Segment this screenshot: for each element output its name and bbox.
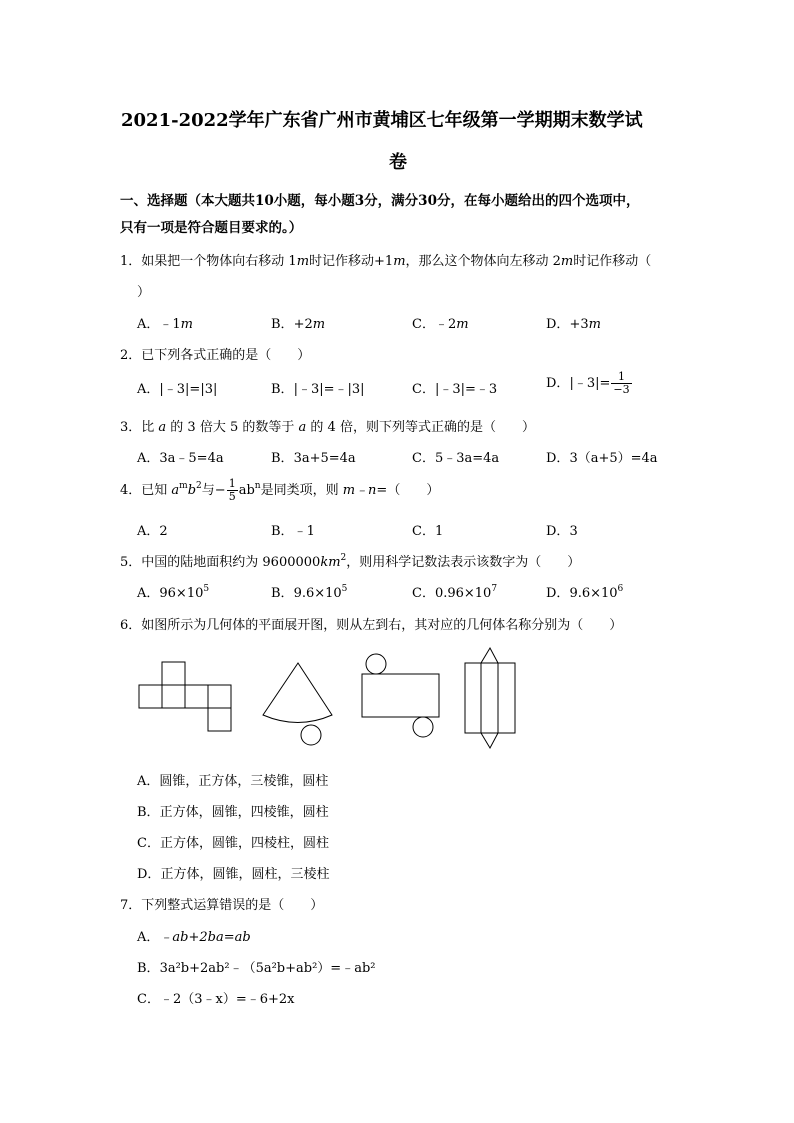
unit: m (560, 254, 574, 269)
option-b[interactable] (271, 447, 356, 466)
option-c[interactable] (412, 378, 497, 397)
question-2: 2．已下列各式正确的是（ ） (120, 348, 311, 363)
option-a[interactable] (137, 582, 209, 601)
option-label: D． (546, 524, 570, 539)
option-label: D． (137, 867, 161, 882)
page-title: 2021-2022学年广东省广州市黄埔区七年级第一学期期末数学试 (121, 110, 643, 131)
option-b[interactable] (137, 957, 375, 976)
question-text: 时记作移动（ (573, 254, 652, 269)
option-label: B． (271, 382, 294, 397)
option-b[interactable] (137, 801, 329, 820)
question-1 (120, 250, 651, 269)
question-text: ，那么这个物体向左移动 2 (405, 254, 561, 269)
question-6: 6．如图所示为几何体的平面展开图，则从左到右，其对应的几何体名称分别为（ ） (120, 618, 623, 633)
option-d[interactable] (546, 371, 633, 396)
exponent: 7 (491, 584, 498, 594)
unit: m (393, 254, 406, 269)
question-text: 与 (201, 483, 215, 498)
option-c[interactable] (412, 313, 469, 332)
question-1-continued: ） (137, 285, 151, 300)
option-text: 96×10 (159, 586, 204, 601)
sign: − (214, 483, 226, 498)
question-5 (120, 551, 580, 570)
option-b[interactable] (271, 582, 347, 601)
option-label: D． (546, 586, 570, 601)
option-label: C． (412, 382, 435, 397)
option-label: D． (546, 317, 570, 332)
question-text: 5．中国的陆地面积约为 9600000 (120, 555, 321, 570)
option-d[interactable] (546, 313, 601, 332)
option-c[interactable] (137, 832, 329, 851)
question-text: 的 4 倍，则下列等式正确的是（ ） (306, 420, 535, 435)
option-text: 3a+5=4a (293, 451, 356, 466)
denominator: −3 (613, 383, 630, 396)
option-a[interactable] (137, 520, 168, 539)
option-c[interactable] (137, 988, 295, 1007)
option-c[interactable] (412, 520, 443, 539)
option-b[interactable] (271, 313, 325, 332)
option-d[interactable] (546, 582, 623, 601)
option-text: 3a²b+2ab²﹣（5a²b+ab²）=﹣ab² (159, 961, 376, 976)
question-text: 是同类项，则 (260, 483, 343, 498)
question-text: 3．比 (120, 420, 159, 435)
option-label: A． (137, 382, 160, 397)
option-label: B． (271, 524, 294, 539)
option-label: A． (137, 774, 160, 789)
cube-net-figure (136, 658, 236, 738)
term: a (171, 483, 180, 498)
option-b[interactable] (271, 378, 365, 397)
option-label: A． (137, 451, 160, 466)
question-text: 的 3 倍大 5 的数等于 (166, 420, 299, 435)
option-label: B． (137, 805, 160, 820)
option-label: A． (137, 930, 160, 945)
option-label: B． (271, 451, 294, 466)
option-label: C． (412, 451, 435, 466)
option-label: C． (137, 836, 160, 851)
variable: a (298, 420, 307, 435)
term: b (187, 483, 197, 498)
option-c[interactable] (412, 582, 497, 601)
option-a[interactable] (137, 378, 217, 397)
option-label: C． (412, 586, 435, 601)
question-7: 7．下列整式运算错误的是（ ） (120, 898, 324, 913)
option-text: |﹣3|=﹣3 (434, 382, 498, 397)
exponent: 2 (340, 553, 347, 563)
question-number: 1． (120, 254, 142, 269)
option-text: 9.6×10 (293, 586, 342, 601)
option-text: ﹣1 (159, 317, 181, 332)
option-text: 正方体，圆锥，圆柱，三棱柱 (160, 867, 330, 882)
cylinder-net-figure (360, 652, 450, 742)
option-label: D． (546, 376, 570, 391)
option-text: 2 (159, 524, 168, 539)
page-title-continued: 卷 (389, 152, 407, 173)
option-b[interactable] (271, 520, 315, 539)
exponent: 2 (196, 481, 202, 491)
option-a[interactable] (137, 313, 193, 332)
option-text: ﹣ab+2ba=ab (159, 930, 251, 945)
option-text: 1 (434, 524, 444, 539)
question-text: ，则用科学记数法表示该数字为（ ） (346, 555, 581, 570)
fraction (227, 478, 238, 503)
option-d[interactable] (546, 520, 578, 539)
option-text: ﹣2（3﹣x）=﹣6+2x (159, 992, 295, 1007)
option-text: |﹣3|=|3| (159, 382, 218, 397)
option-text: 9.6×10 (569, 586, 618, 601)
option-d[interactable] (546, 447, 658, 466)
exponent: 5 (203, 584, 210, 594)
question-text: 如果把一个物体向右移动 1 (141, 254, 297, 269)
question-text: =（ ） (376, 483, 440, 498)
option-label: D． (546, 451, 570, 466)
option-var: m (180, 317, 193, 332)
option-var: m (588, 317, 601, 332)
denominator: 5 (228, 490, 236, 503)
option-text: 0.96×10 (434, 586, 492, 601)
section-heading-continued: 只有一项是符合题目要求的。） (120, 220, 303, 236)
option-text: 正方体，圆锥，四棱锥，圆柱 (159, 805, 329, 820)
option-c[interactable] (412, 447, 499, 466)
question-4 (120, 478, 439, 503)
option-label: A． (137, 317, 160, 332)
option-text: +2 (293, 317, 313, 332)
unit: m (296, 254, 310, 269)
option-text: 圆锥，正方体，三棱锥，圆柱 (159, 774, 329, 789)
option-label: A． (137, 524, 160, 539)
term: ab (238, 483, 255, 498)
option-a[interactable] (137, 926, 251, 945)
fraction (611, 371, 631, 396)
option-label: C． (412, 524, 435, 539)
option-a[interactable] (137, 447, 224, 466)
option-label: B． (137, 961, 160, 976)
exponent: 5 (341, 584, 348, 594)
question-3 (120, 416, 535, 435)
option-text: 5﹣3a=4a (434, 451, 500, 466)
option-a[interactable] (137, 770, 328, 789)
prism-net-figure (462, 646, 522, 751)
option-text: 3（a+5）=4a (569, 451, 658, 466)
option-label: B． (271, 317, 294, 332)
option-text: 3a﹣5=4a (159, 451, 224, 466)
numerator: 1 (611, 371, 631, 384)
option-text: ﹣2 (434, 317, 457, 332)
option-text: 3 (569, 524, 578, 539)
exponent: 6 (617, 584, 624, 594)
option-d[interactable] (137, 863, 329, 882)
numerator: 1 (228, 477, 236, 490)
question-text: 4．已知 (120, 483, 172, 498)
option-text: ﹣1 (293, 524, 315, 539)
option-var: m (456, 317, 469, 332)
unit: km (320, 555, 341, 570)
question-text: 时记作移动+1 (309, 254, 394, 269)
option-text: |﹣3|= (569, 376, 611, 391)
cone-net-figure (262, 658, 342, 748)
option-var: m (312, 317, 326, 332)
section-heading: 一、选择题（本大题共10小题，每小题3分，满分30分，在每小题给出的四个选项中， (120, 193, 640, 209)
exponent: n (254, 481, 261, 491)
variable: a (158, 420, 167, 435)
expression: m﹣n (342, 483, 377, 498)
option-text: |﹣3|=﹣|3| (293, 382, 365, 397)
option-label: C． (412, 317, 435, 332)
option-label: C． (137, 992, 160, 1007)
exponent: m (179, 481, 188, 491)
option-text: +3 (569, 317, 589, 332)
option-text: 正方体，圆锥，四棱柱，圆柱 (159, 836, 329, 851)
option-label: A． (137, 586, 160, 601)
option-label: B． (271, 586, 294, 601)
